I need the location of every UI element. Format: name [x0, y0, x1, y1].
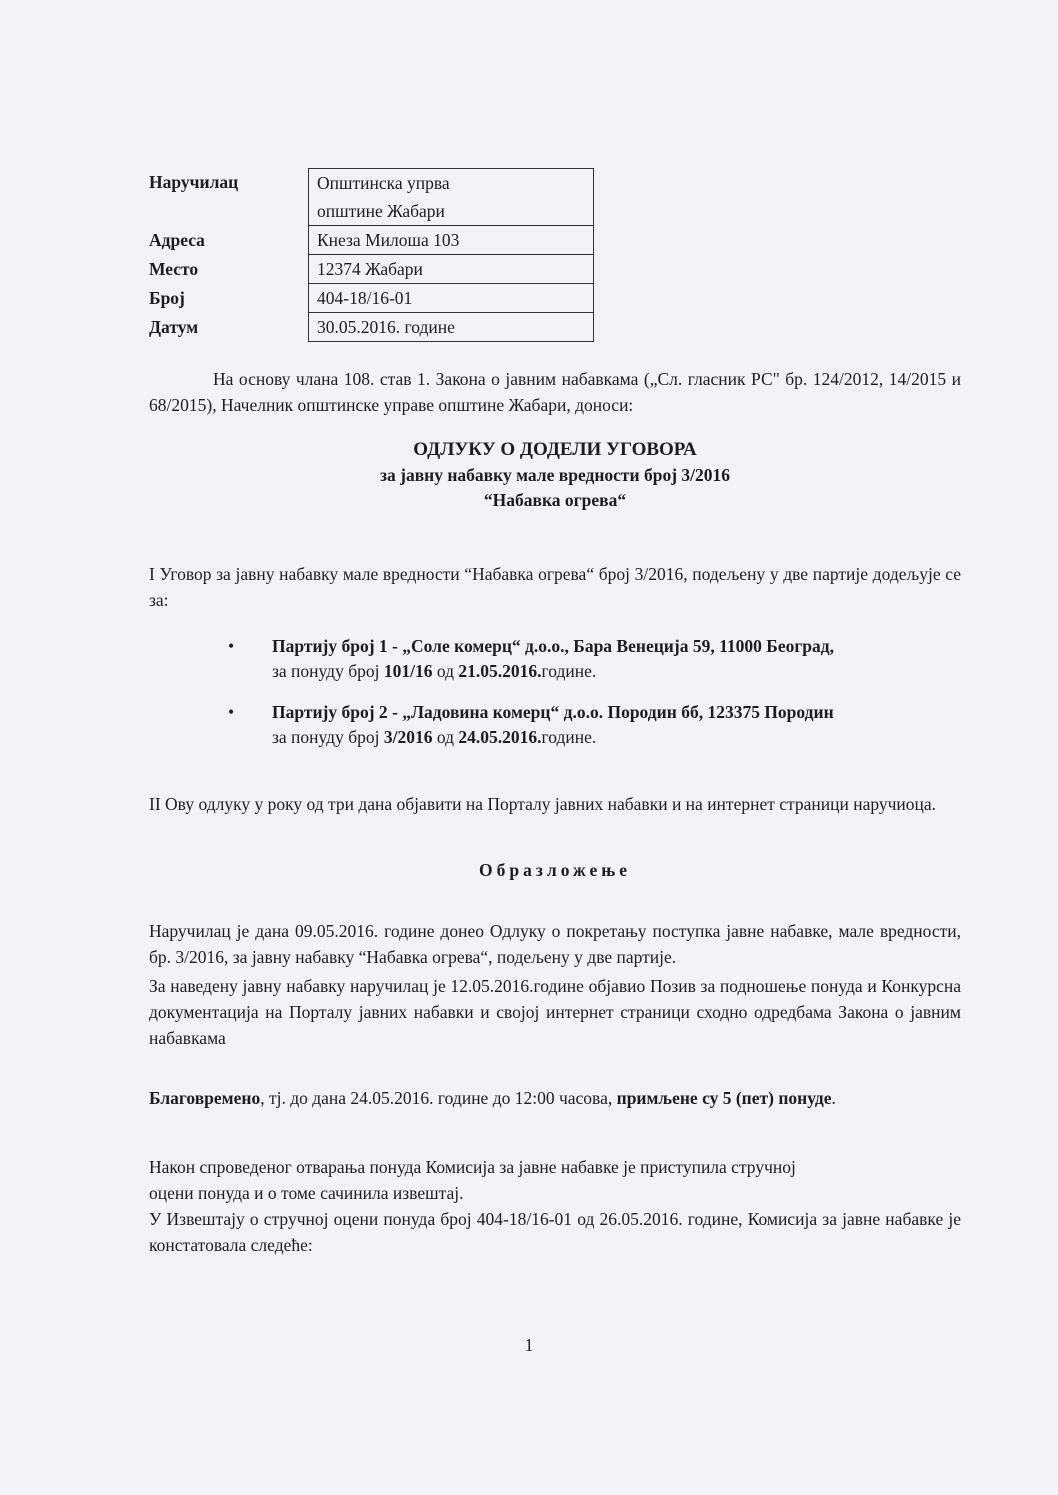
- header-label: Адреса: [149, 230, 205, 250]
- section-1: I Уговор за јавну набавку мале вредности “Набавка огрева“ број 3/2016, подељену у две партије додељује се за:: [149, 564, 961, 610]
- explanation-paragraph-5: У Извештају о стручној оцени понуда број 404-18/16-01 од 26.05.2016. године, Комисија за јавне набавке је констатовала следеће:: [149, 1209, 961, 1255]
- explanation-heading: Образложење: [479, 860, 631, 880]
- lot-2-date: 24.05.2016.: [458, 727, 542, 747]
- lot-1-offer: 101/16: [383, 661, 433, 681]
- header-value: [308, 168, 594, 226]
- paragraph-line: Након спроведеног отварања понуда Комисија за јавне набавке је приступила стручној: [149, 1157, 796, 1177]
- page-number: 1: [524, 1335, 534, 1355]
- section-2: II Ову одлуку у року од три дана објавити на Порталу јавних набавки и на интернет страници наручиоца.: [149, 794, 937, 814]
- lot-2-offer: 3/2016: [383, 727, 433, 747]
- lot-2-text: од: [432, 727, 459, 747]
- header-row-number: [149, 284, 594, 313]
- deadline-text: , тј. до дана 24.05.2016. године до 12:00 часова,: [260, 1088, 617, 1108]
- header-value-line: општине Жабари: [317, 201, 445, 221]
- lot-1-title: Партију број 1 - „Соле комерц“ д.о.о., Бара Венеција 59, 11000 Београд,: [272, 636, 834, 656]
- bullet-icon: •: [228, 702, 235, 722]
- lot-1-text: године.: [541, 661, 597, 681]
- lot-1-item: [228, 634, 962, 684]
- header-row-address: [149, 226, 594, 255]
- lot-1-text: за понуду број: [272, 661, 384, 681]
- header-label: Место: [149, 259, 199, 279]
- explanation-paragraph-2: За наведену јавну набавку наручилац је 12.05.2016.године објавио Позив за подношење понуда и Конкурсна документација на Порталу јавних набавки и својој интернет страници сходно одредбама Закона о јавним набавкама: [149, 976, 961, 1048]
- header-row-client: [149, 168, 594, 226]
- lot-2-item: [228, 700, 962, 750]
- period: .: [831, 1088, 836, 1108]
- lot-1-date: 21.05.2016.: [458, 661, 542, 681]
- bullet-icon: •: [228, 636, 235, 656]
- decision-subtitle: за јавну набавку мале вредности број 3/2016: [379, 465, 731, 485]
- header-value: Кнеза Милоша 103: [308, 226, 594, 255]
- header-value: 404-18/16-01: [308, 284, 594, 313]
- explanation-paragraph-1: Наручилац је дана 09.05.2016. године донео Одлуку о покретању поступка јавне набавке, мале вредности, бр. 3/2016, за јавну набавку “Набавка огрева“, подељену у две партије.: [149, 921, 961, 967]
- lot-2-title: Партију број 2 - „Ладовина комерц“ д.о.о. Породин бб, 123375 Породин: [272, 702, 834, 722]
- intro-paragraph: На основу члана 108. став 1. Закона о јавним набавкама („Сл. гласник РС" бр. 124/2012, 14/2015 и 68/2015), Начелник општинске управе општине Жабари, доноси:: [149, 369, 961, 415]
- lot-1-text: од: [432, 661, 459, 681]
- header-value: 30.05.2016. године: [308, 313, 594, 342]
- explanation-paragraph-3: [149, 1085, 961, 1111]
- lot-2-text: за понуду број: [272, 727, 384, 747]
- header-row-place: [149, 255, 594, 284]
- header-label: Наручилац: [149, 172, 239, 192]
- timely-label: Благовремено: [149, 1088, 261, 1108]
- header-row-date: [149, 313, 594, 342]
- procurement-name: “Набавка огрева“: [483, 490, 627, 510]
- lot-2-text: године.: [541, 727, 597, 747]
- explanation-paragraph-4: [149, 1154, 961, 1206]
- paragraph-line: оцени понуда и о томе сачинила извештај.: [149, 1183, 464, 1203]
- header-table: [149, 168, 594, 342]
- header-value: 12374 Жабари: [308, 255, 594, 284]
- header-label: Датум: [149, 317, 199, 337]
- decision-title: ОДЛУКУ О ДОДЕЛИ УГОВОРА: [413, 439, 697, 460]
- header-label: Број: [149, 288, 185, 308]
- header-value-line: Општинска упрва: [317, 173, 450, 193]
- offers-received: примљене су 5 (пет) понуде: [616, 1088, 832, 1108]
